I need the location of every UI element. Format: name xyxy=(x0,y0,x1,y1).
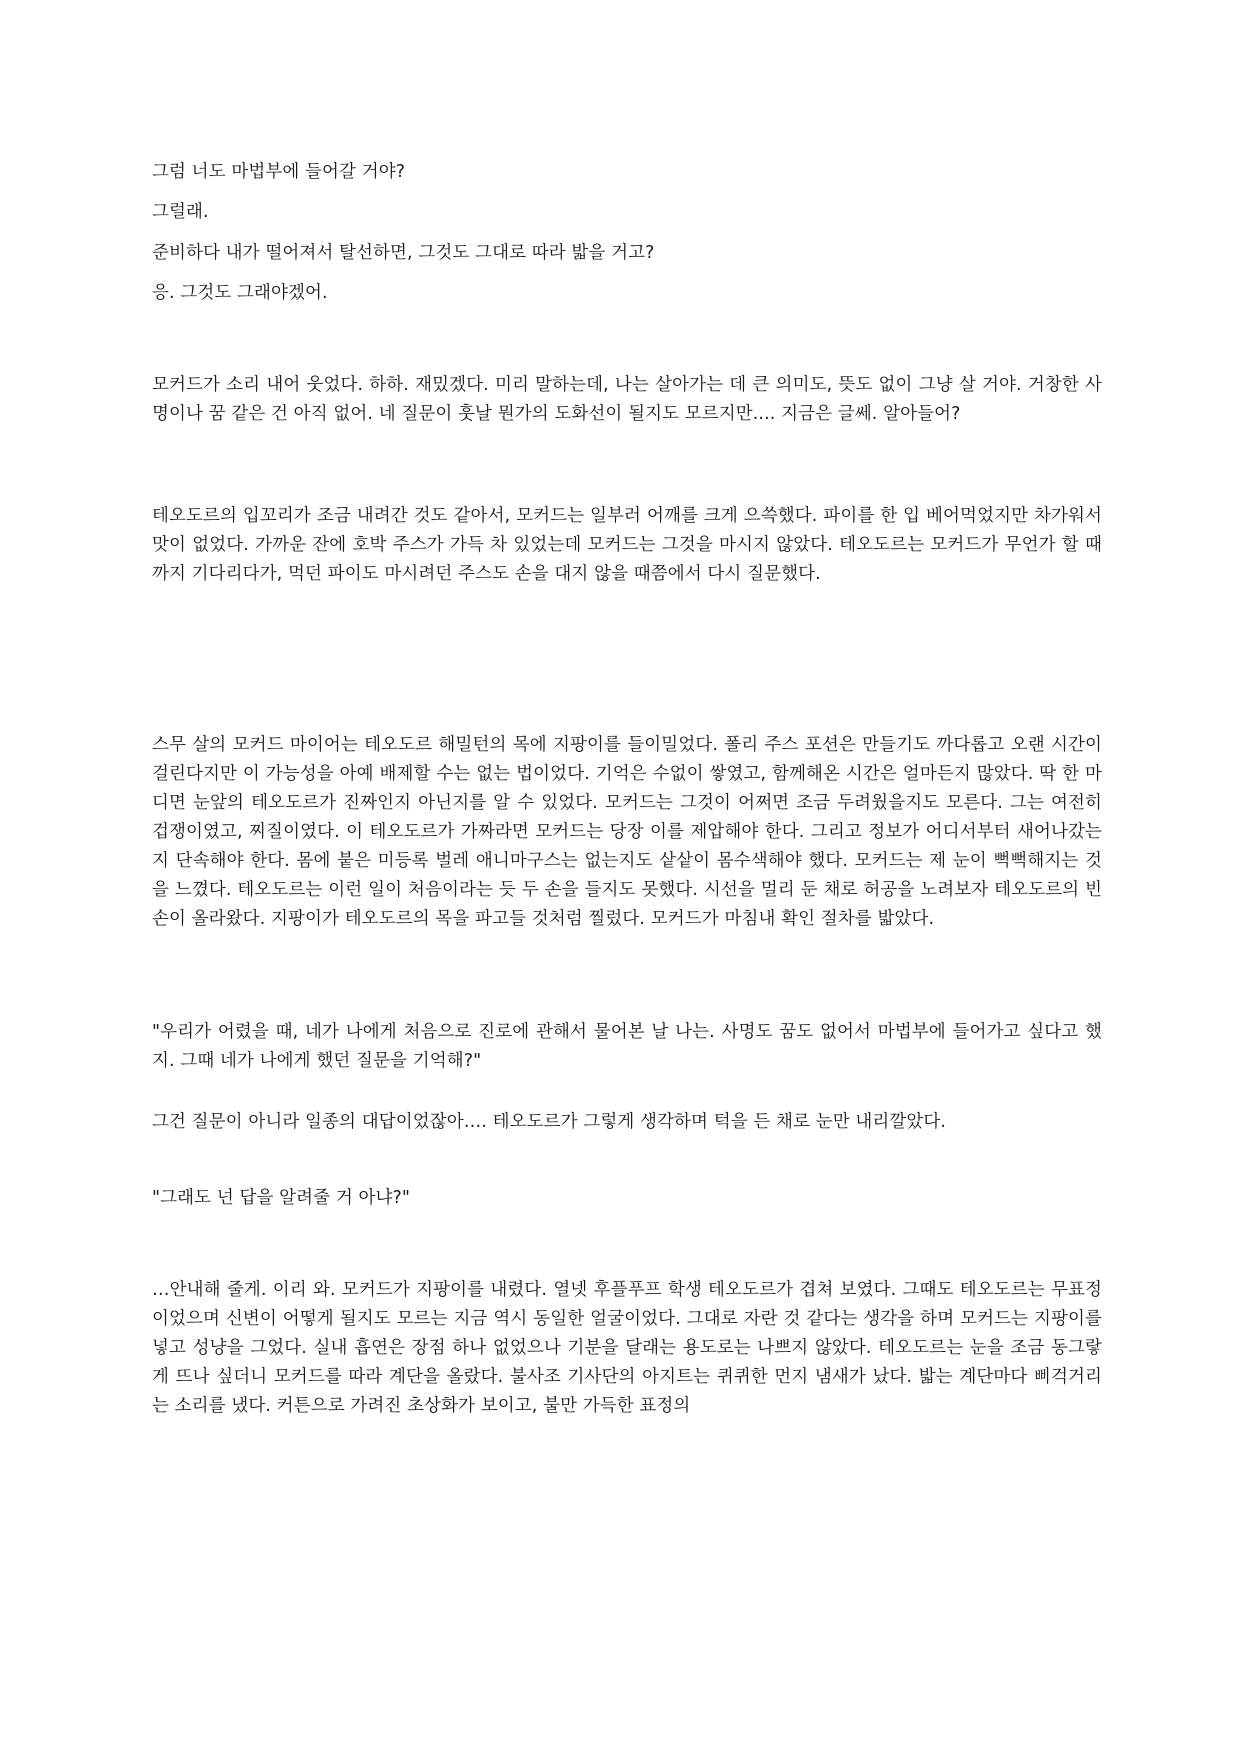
body-paragraph: 모커드가 소리 내어 웃었다. 하하. 재밌겠다. 미리 말하는데, 나는 살아가는 데 큰 의미도, 뜻도 없이 그냥 살 거야. 거창한 사명이나 꿈 같은 건 아직 없어. 네 질문이 훗날 뭔가의 도화선이 될지도 모르지만.... 지금은 글쎄. 알아들어? xyxy=(152,375,1102,424)
body-paragraph: …안내해 줄게. 이리 와. 모커드가 지팡이를 내렸다. 열넷 후플푸프 학생 테오도르가 겹쳐 보였다. 그때도 테오도르는 무표정이었으며 신변이 어떻게 될지도 모르는 지금 역시 동일한 얼굴이었다. 그대로 자란 것 같다는 생각을 하며 모커드는 지팡이를 넣고 성냥을 그었다. 실내 흡연은 장점 하나 없었으나 기분을 달래는 용도로는 나쁘지 않았다. 테오도르는 눈을 조금 동그랗게 뜨나 싶더니 모커드를 따라 계단을 올랐다. 불사조 기사단의 아지트는 퀴퀴한 먼지 냄새가 났다. 밟는 계단마다 삐걱거리는 소리를 냈다. 커튼으로 가려진 초상화가 보이고, 불만 가득한 표정의 xyxy=(152,1280,1102,1416)
dialogue-line: 준비하다 내가 떨어져서 탈선하면, 그것도 그대로 따라 밟을 거고? xyxy=(152,243,655,263)
dialogue-line: "그래도 넌 답을 알려줄 거 아냐?" xyxy=(152,1188,411,1208)
body-paragraph: 스무 살의 모커드 마이어는 테오도르 해밀턴의 목에 지팡이를 들이밀었다. 폴리 주스 포션은 만들기도 까다롭고 오랜 시간이 걸린다지만 이 가능성을 아예 배제할 수는 없는 법이었다. 기억은 수없이 쌓였고, 함께해온 시간은 얼마든지 많았다. 딱 한 마디면 눈앞의 테오도르가 진짜인지 아닌지를 알 수 있었다. 모커드는 그것이 어쩌면 조금 두려웠을지도 모른다. 그는 여전히 겁쟁이였고, 찌질이였다. 이 테오도르가 가짜라면 모커드는 당장 이를 제압해야 한다. 그리고 정보가 어디서부터 새어나갔는지 단속해야 한다. 몸에 붙은 미등록 벌레 애니마구스는 없는지도 샅샅이 몸수색해야 했다. 모커드는 제 눈이 뻑뻑해지는 것을 느꼈다. 테오도르는 이런 일이 처음이라는 듯 두 손을 들지도 못했다. 시선을 멀리 둔 채로 허공을 노려보자 테오도르의 빈손이 올라왔다. 지팡이가 테오도르의 목을 파고들 것처럼 찔렀다. 모커드가 마침내 확인 절차를 밟았다. xyxy=(152,735,1102,929)
body-paragraph: "우리가 어렸을 때, 네가 나에게 처음으로 진로에 관해서 물어본 날 나는. 사명도 꿈도 없어서 마법부에 들어가고 싶다고 했지. 그때 네가 나에게 했던 질문을 기억해?" xyxy=(152,1022,1102,1071)
dialogue-line: 그럼 너도 마법부에 들어갈 거야? xyxy=(152,162,406,182)
dialogue-line: 그럴래. xyxy=(152,202,209,222)
body-paragraph: 그건 질문이 아니라 일종의 대답이었잖아…. 테오도르가 그렇게 생각하며 턱을 든 채로 눈만 내리깔았다. xyxy=(152,1112,947,1132)
dialogue-line: 응. 그것도 그래야겠어. xyxy=(152,283,328,303)
body-paragraph: 테오도르의 입꼬리가 조금 내려간 것도 같아서, 모커드는 일부러 어깨를 크게 으쓱했다. 파이를 한 입 베어먹었지만 차가워서 맛이 없었다. 가까운 잔에 호박 주스가 가득 차 있었는데 모커드는 그것을 마시지 않았다. 테오도르는 모커드가 무언가 할 때까지 기다리다가, 먹던 파이도 마시려던 주스도 손을 대지 않을 때쯤에서 다시 질문했다. xyxy=(152,506,1102,584)
